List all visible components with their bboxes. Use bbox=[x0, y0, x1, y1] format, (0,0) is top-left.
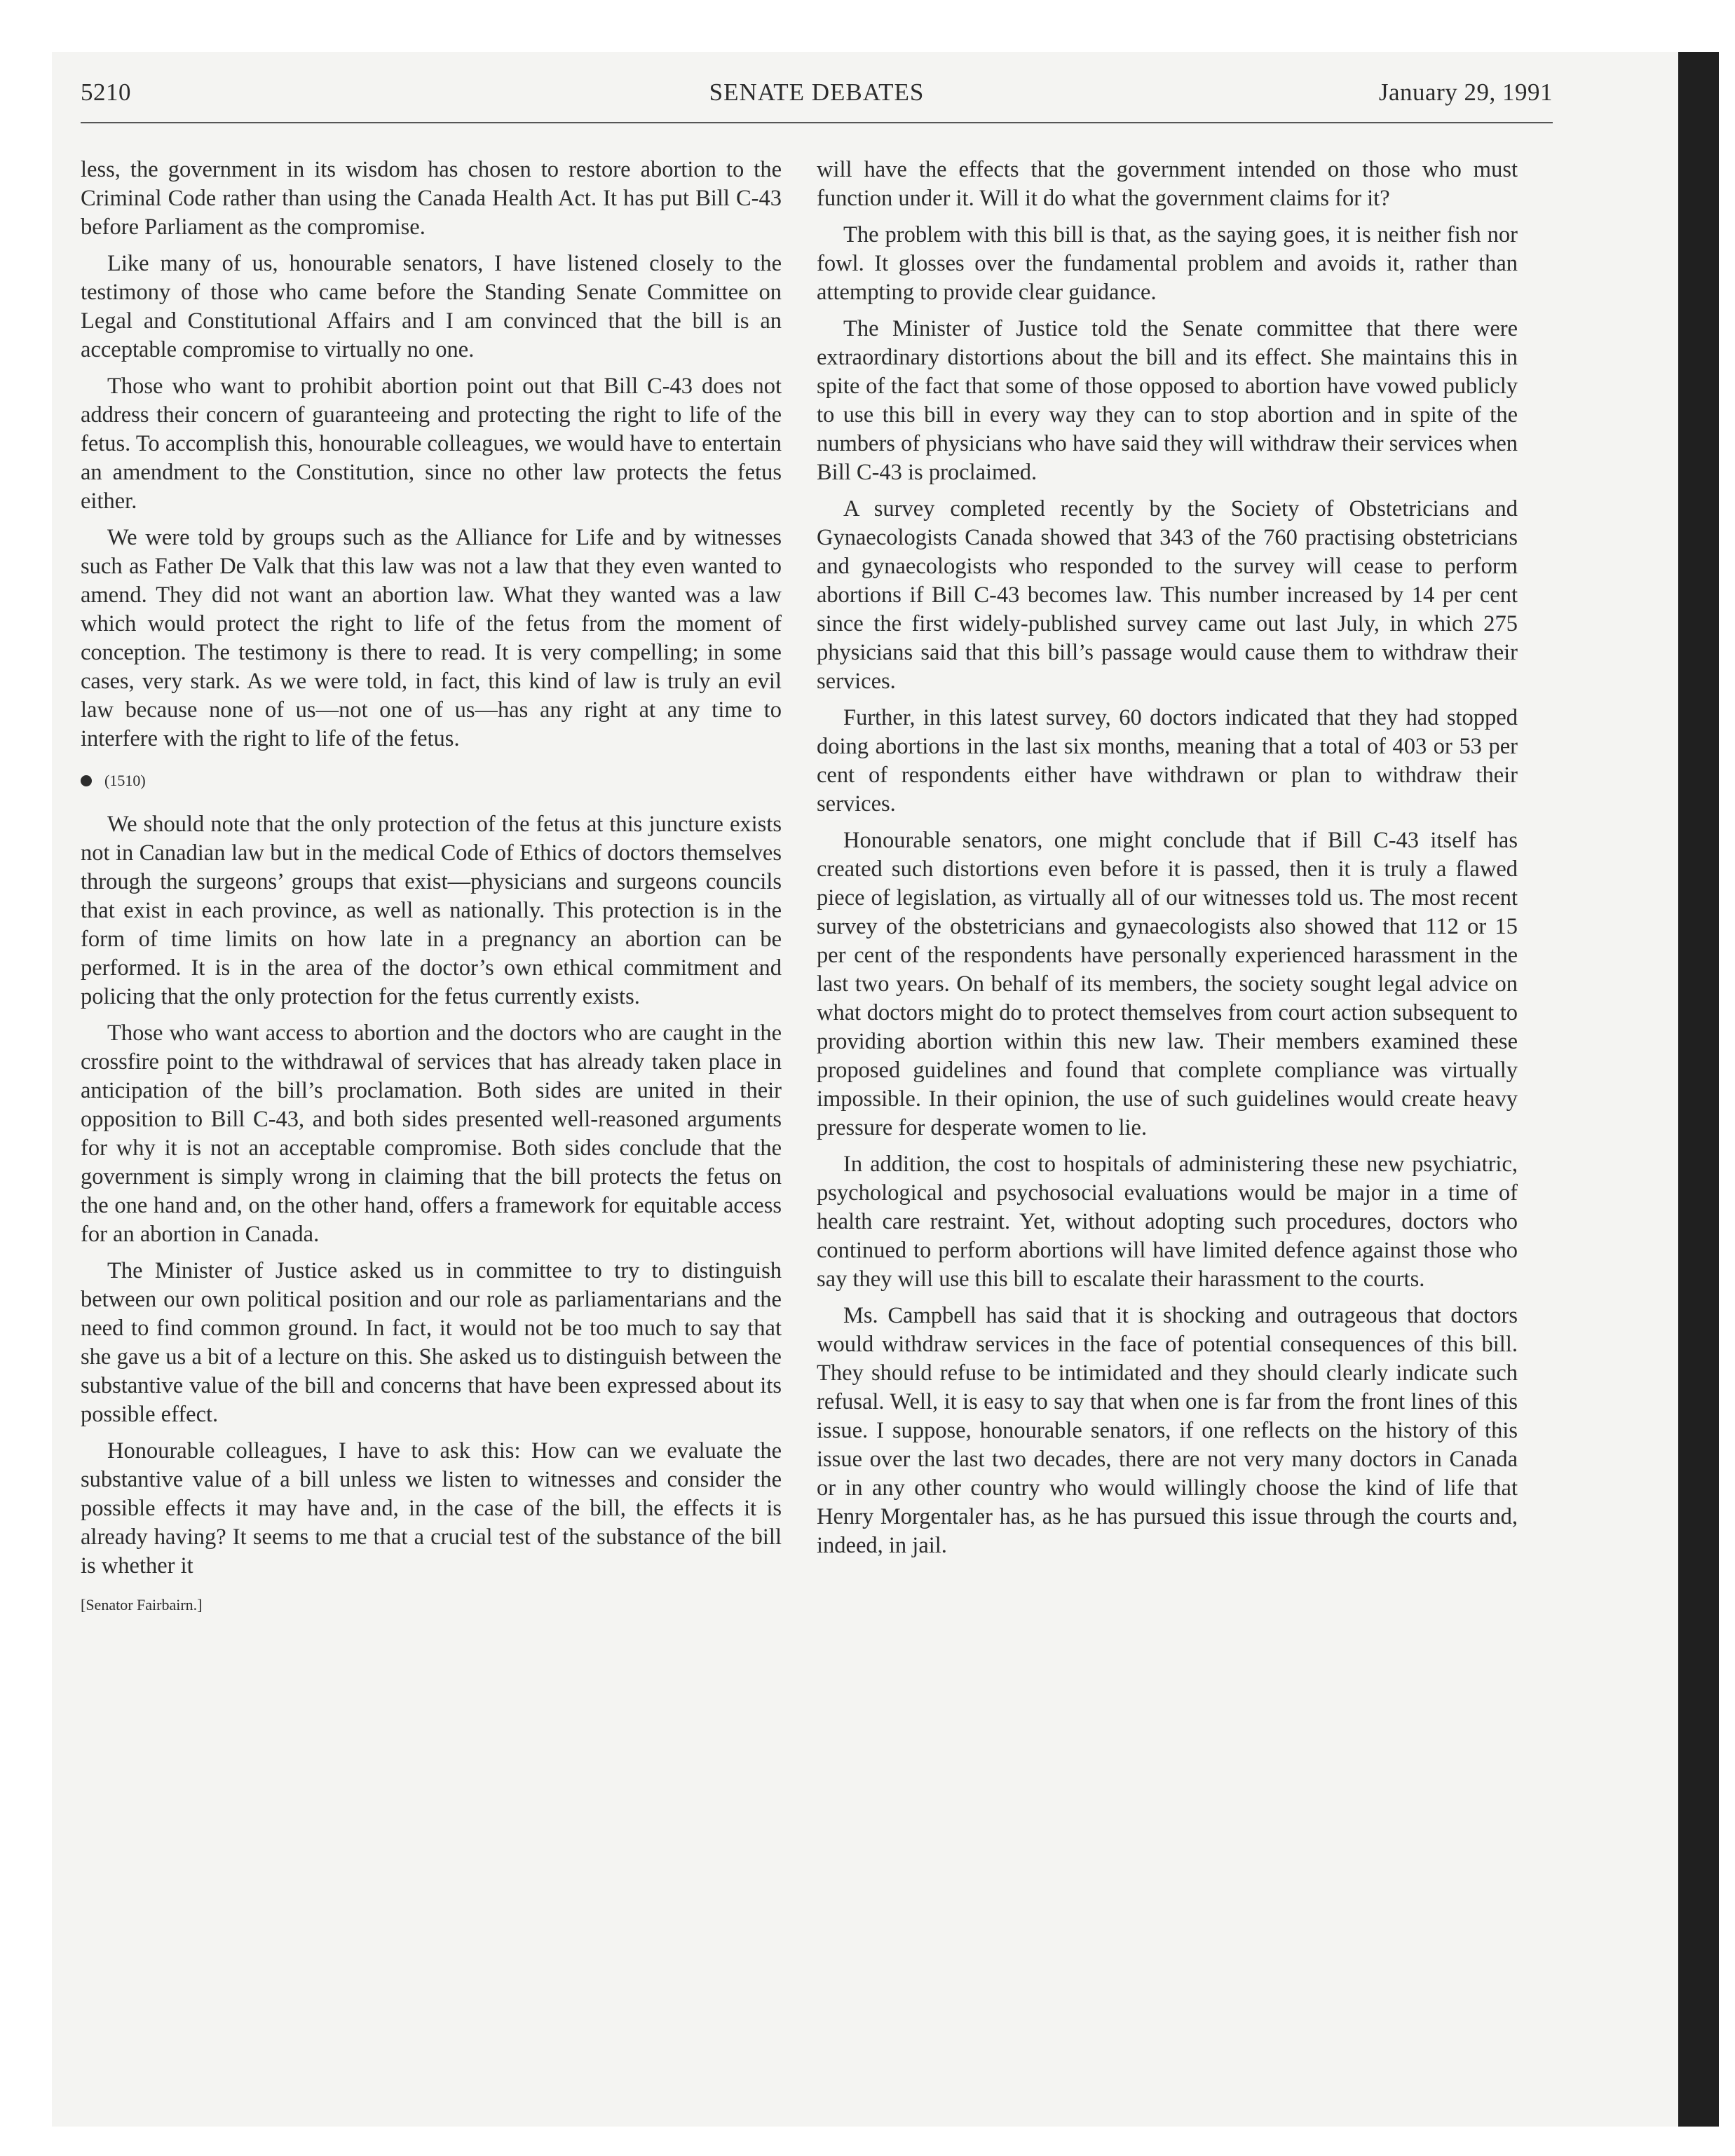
paragraph: Like many of us, honourable senators, I have listened closely to the testimony of those who came before the Standing Senate Committee on Legal and Constitutional Affairs and I am convinced that the bill is an acceptable compromise to virtually no one. bbox=[81, 251, 782, 362]
paragraph: Those who want to prohibit abortion point out that Bill C-43 does not address their concern of guaranteeing and protecting the right to life of the fetus. To accomplish this, honourable colleagues, we would have to entertain an amendment to the Constitution, since no other law protects the fetus either. bbox=[81, 374, 782, 514]
paragraph: A survey completed recently by the Society of Obstetricians and Gynaecologists Canada showed that 343 of the 760 practising obstetricians and gynaecologists who responded to the survey will cease to perform abortions if Bill C-43 becomes law. This number increased by 14 per cent since the first widely-published survey came out last July, in which 275 physicians said that this bill’s passage would cause them to withdraw their services. bbox=[817, 496, 1518, 694]
paragraph: will have the effects that the government intended on those who must function under it. Will it do what the government claims for it? bbox=[817, 157, 1518, 211]
page-number: 5210 bbox=[81, 79, 131, 106]
paragraph: The problem with this bill is that, as the saying goes, it is neither fish nor fowl. It glosses over the fundamental problem and avoids it, rather than attempting to provide clear guidance. bbox=[817, 222, 1518, 305]
paragraph: Honourable colleagues, I have to ask this: How can we evaluate the substantive value of a bill unless we listen to witnesses and consider the possible effects it may have and, in the case of the bill, the effects it is already having? It seems to me that a crucial test of the substance of the bill is whether it bbox=[81, 1438, 782, 1578]
paragraph: We should note that the only protection of the fetus at this juncture exists not in Canadian law but in the medical Code of Ethics of doctors themselves through the surgeons’ groups that exist—physicians and surgeons councils that exist in each province, as well as nationally. This protection is in the form of time limits on how late in a pregnancy an abortion can be performed. It is in the area of the doctor’s own ethical commitment and policing that the only protection for the fetus currently exists. bbox=[81, 812, 782, 1009]
paragraph: We were told by groups such as the Alliance for Life and by witnesses such as Father De Valk that this law was not a law that they even wanted to amend. They did not want an abortion law. What they wanted was a law which would protect the right to life of the fetus from the moment of conception. The testimony is there to read. It is very compelling; in some cases, very stark. As we were told, in fact, this kind of law is truly an evil law because none of us—not one of us—has any right at any time to interfere with the right to life of the fetus. bbox=[81, 525, 782, 751]
paragraph: In addition, the cost to hospitals of administering these new psychiatric, psychological and psychosocial evaluations would be major in a time of health care restraint. Yet, without adopting such procedures, doctors who continued to perform abortions will have limited defence against those who say they will use this bill to escalate their harassment to the courts. bbox=[817, 1152, 1518, 1292]
page-header bbox=[81, 76, 1553, 123]
right-column bbox=[817, 156, 1518, 1568]
publication-title: SENATE DEBATES bbox=[709, 79, 925, 106]
paragraph: Honourable senators, one might conclude that if Bill C-43 itself has created such distortions even before it is passed, then it is truly a flawed piece of legislation, as virtually all of our witnesses told us. The most recent survey of the obstetricians and gynaecologists also showed that 112 or 15 per cent of the respondents have personally experienced harassment in the last two years. On behalf of its members, the society sought legal advice on what doctors might do to protect themselves from court action subsequent to providing abortion within this new law. Their members examined these proposed guidelines and found that complete compliance was virtually impossible. In their opinion, the use of such guidelines would create heavy pressure for desperate women to lie. bbox=[817, 828, 1518, 1140]
bullet-dot-icon bbox=[81, 775, 92, 786]
time-marker bbox=[81, 766, 782, 795]
paragraph: The Minister of Justice told the Senate committee that there were extraordinary distortions about the bill and its effect. She maintains this in spite of the fact that some of those opposed to abortion have vowed publicly to use this bill in every way they can to stop abortion and in spite of the numbers of physicians who have said they will withdraw their services when Bill C-43 is proclaimed. bbox=[817, 316, 1518, 485]
time-marker-label: (1510) bbox=[104, 772, 146, 789]
paragraph: The Minister of Justice asked us in committee to try to distinguish between our own political position and our role as parliamentarians and the need to find common ground. In fact, it would not be too much to say that she gave us a bit of a lecture on this. She asked us to distinguish between the substantive value of the bill and concerns that have been expressed about its possible effect. bbox=[81, 1258, 782, 1427]
paragraph: less, the government in its wisdom has chosen to restore abortion to the Criminal Code rather than using the Canada Health Act. It has put Bill C-43 before Parliament as the compromise. bbox=[81, 157, 782, 240]
scan-edge-shadow bbox=[1678, 52, 1719, 2127]
speaker-attribution: [Senator Fairbairn.] bbox=[81, 1596, 203, 1613]
paragraph: Those who want access to abortion and the doctors who are caught in the crossfire point to the withdrawal of services that has already taken place in anticipation of the bill’s proclamation. Both sides are united in their opposition to Bill C-43, and both sides presented well-reasoned arguments for why it is not an acceptable compromise. Both sides conclude that the government is simply wrong in claiming that the bill protects the fetus on the one hand and, on the other hand, offers a framework for equitable access for an abortion in Canada. bbox=[81, 1021, 782, 1247]
paragraph: Further, in this latest survey, 60 doctors indicated that they had stopped doing abortions in the last six months, meaning that a total of 403 or 53 per cent of respondents either have withdrawn or plan to withdraw their services. bbox=[817, 705, 1518, 817]
publication-date: January 29, 1991 bbox=[1378, 79, 1553, 106]
left-column bbox=[81, 156, 782, 1619]
paragraph: Ms. Campbell has said that it is shocking and outrageous that doctors would withdraw services in the face of potential consequences of this bill. They should refuse to be intimidated and they should clearly indicate such refusal. Well, it is easy to say that when one is far from the front lines of this issue. I suppose, honourable senators, if one reflects on the history of this issue over the last two decades, there are not very many doctors in Canada or in any other country who would willingly choose the kind of life that Henry Morgentaler has, as he has pursued this issue through the courts and, indeed, in jail. bbox=[817, 1303, 1518, 1558]
